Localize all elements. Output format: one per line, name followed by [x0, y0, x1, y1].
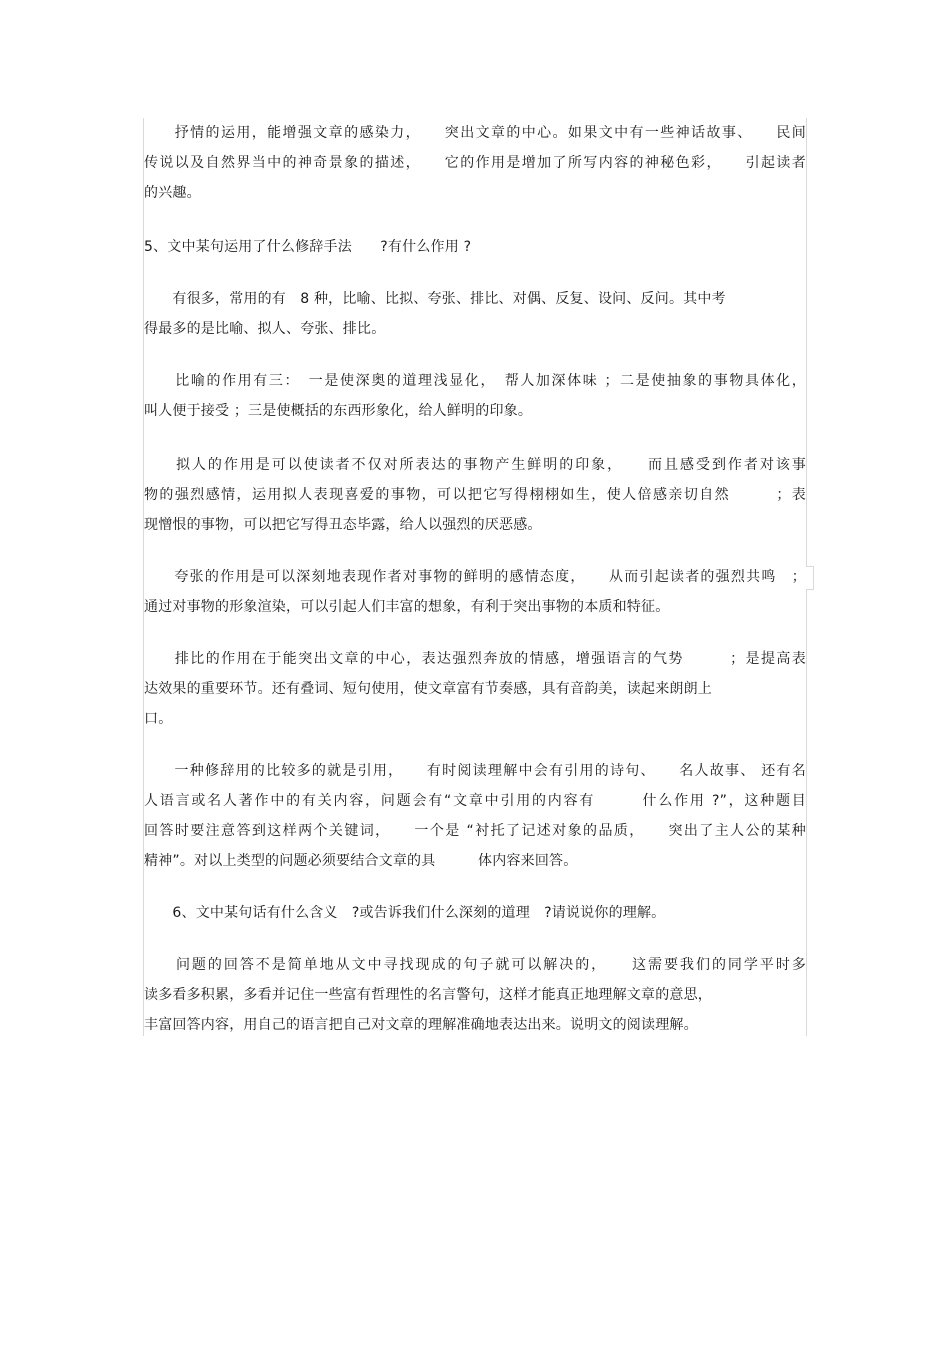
text-line: 抒情的运用，能增强文章的感染力， 突出文章的中心。如果文中有一些神话故事、 民间: [144, 125, 806, 141]
text-line: 人语言或名人著作中的有关内容，问题会有“文章中引用的内容有 什么作用 ?”，这种题目: [144, 793, 806, 809]
text-line: 一种修辞用的比较多的就是引用， 有时阅读理解中会有引用的诗句、 名人故事、 还有名: [144, 763, 806, 779]
text-line: 传说以及自然界当中的神奇景象的描述， 它的作用是增加了所写内容的神秘色彩， 引起读者: [144, 155, 806, 171]
text-line: 达效果的重要环节。还有叠词、短句使用，使文章富有节奏感，具有音韵美，读起来朗朗上: [144, 681, 712, 697]
text-line: 通过对事物的形象渲染，可以引起人们丰富的想象，有利于突出事物的本质和特征。: [144, 599, 670, 615]
text-line: 精神”。对以上类型的问题必须要结合文章的具 体内容来回答。: [144, 853, 578, 869]
text-line: 丰富回答内容，用自己的语言把自己对文章的理解准确地表达出来。说明文的阅读理解。: [144, 1017, 698, 1033]
text-line: 比喻的作用有三： 一是使深奥的道理浅显化， 帮人加深体味 ；二是使抽象的事物具体化，: [144, 373, 806, 389]
text-line: 问题的回答不是简单地从文中寻找现成的句子就可以解决的， 这需要我们的同学平时多: [144, 957, 806, 973]
text-line: 叫人便于接受 ；三是使概括的东西形象化，给人鲜明的印象。: [144, 403, 533, 419]
text-line: 口。: [144, 711, 173, 727]
text-line: 读多看多积累，多看并记住一些富有哲理性的名言警句，这样才能真正地理解文章的意思，: [144, 987, 712, 1003]
text-line: 有很多，常用的有 8 种，比喻、比拟、夸张、排比、对偶、反复、设问、反问。其中考: [144, 291, 726, 307]
text-line: 排比的作用在于能突出文章的中心，表达强烈奔放的情感，增强语言的气势 ；是提高表: [144, 651, 806, 667]
text-line: 的兴趣。: [144, 185, 201, 201]
text-line: 现憎恨的事物，可以把它写得丑态毕露，给人以强烈的厌恶感。: [144, 517, 542, 533]
page-border-notch: [806, 566, 814, 590]
text-line: 夸张的作用是可以深刻地表现作者对事物的鲜明的感情态度， 从而引起读者的强烈共鸣 ；: [144, 569, 806, 585]
text-line: 得最多的是比喻、拟人、夸张、排比。: [144, 321, 386, 337]
text-line: 回答时要注意答到这样两个关键词， 一个是 “衬托了记述对象的品质， 突出了主人公的某种: [144, 823, 806, 839]
text-line: 拟人的作用是可以使读者不仅对所表达的事物产生鲜明的印象， 而且感受到作者对该事: [144, 457, 806, 473]
text-line: 5、文中某句运用了什么修辞手法 ?有什么作用 ?: [144, 239, 472, 255]
text-line: 物的强烈感情，运用拟人表现喜爱的事物，可以把它写得栩栩如生，使人倍感亲切自然 ；表: [144, 487, 806, 503]
text-line: 6、文中某句话有什么含义 ?或告诉我们什么深刻的道理 ?请说说你的理解。: [144, 905, 666, 921]
